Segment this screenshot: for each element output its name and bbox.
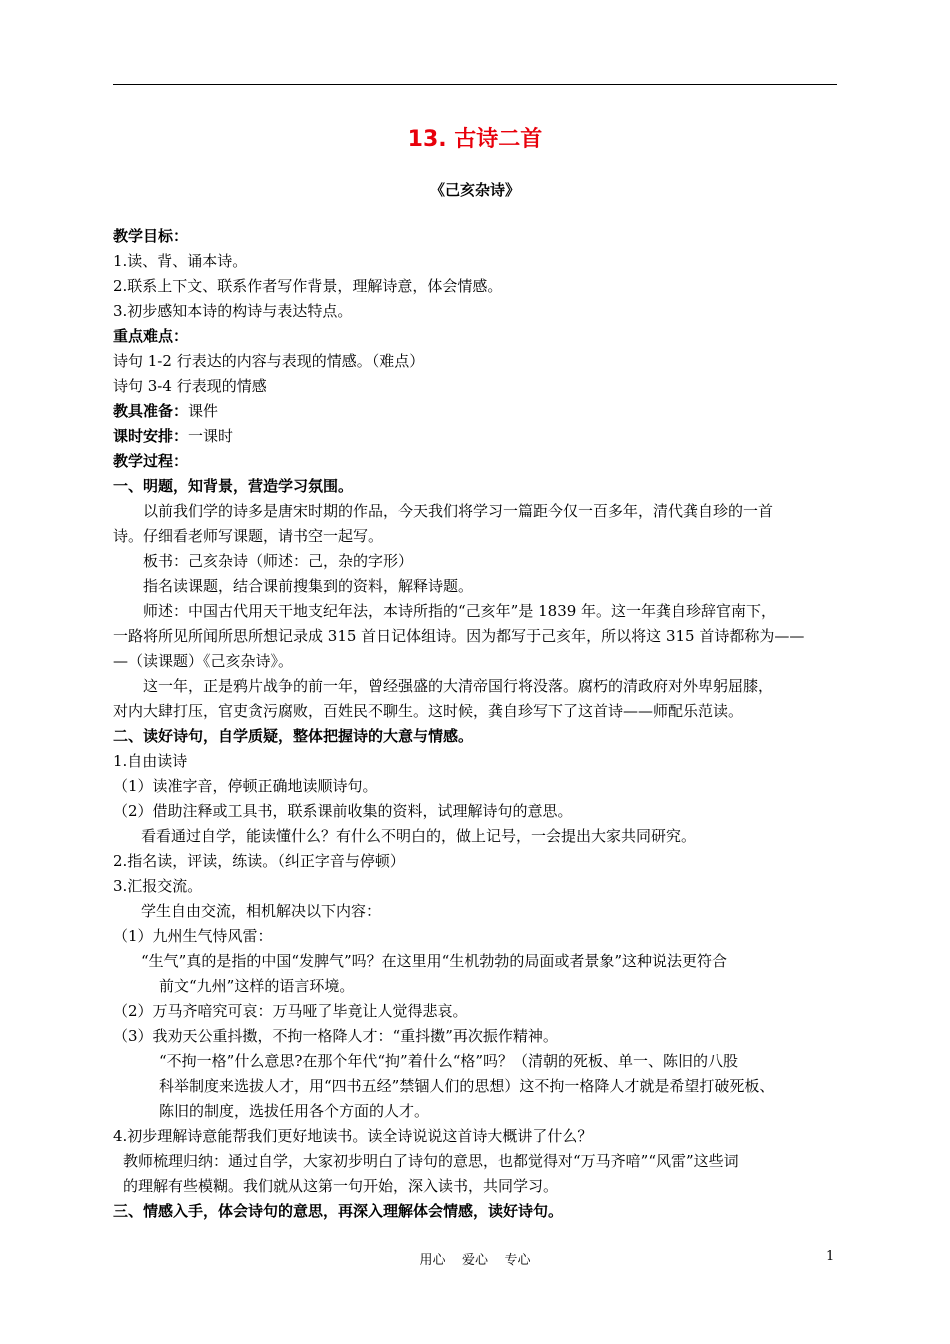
text-line: [113, 1199, 841, 1224]
text-line: [113, 599, 841, 624]
body-text: 学生自由交流，相机解决以下内容：: [141, 902, 382, 920]
text-line: [113, 699, 841, 724]
text-line: [113, 774, 841, 799]
body-text: 2.指名读，评读，练读。（纠正字音与停顿）: [113, 852, 405, 870]
bold-text: 教学过程：: [113, 452, 189, 470]
text-line: [113, 874, 841, 899]
text-line: [113, 374, 841, 399]
bold-text: 三、情感入手，体会诗句的意思，再深入理解体会情感，读好诗句。: [113, 1202, 564, 1220]
text-line: [113, 249, 841, 274]
body-text: 科举制度来选拔人才，用“四书五经”禁锢人们的思想）这不拘一格降人才就是希望打破死板、: [159, 1077, 775, 1095]
text-line: [113, 299, 841, 324]
text-line: [113, 624, 841, 649]
text-line: [113, 324, 841, 349]
body-text: 教师梳理归纳：通过自学，大家初步明白了诗句的意思，也都觉得对“万马齐喑”“风雷”这些词: [123, 1152, 739, 1170]
bold-text: 教具准备：: [113, 402, 189, 420]
header-rule: [113, 84, 837, 85]
bold-text: 一、明题，知背景，营造学习氛围。: [113, 477, 354, 495]
body-text: “不拘一格”什么意思?在那个年代“拘”着什么“格”吗？（清朝的死板、单一、陈旧的八股: [159, 1052, 739, 1070]
body-text: 1.读、背、诵本诗。: [113, 252, 248, 270]
body-text: 指名读课题，结合课前搜集到的资料，解释诗题。: [143, 577, 474, 595]
text-line: [113, 949, 841, 974]
text-line: [113, 749, 841, 774]
body-text: 4.初步理解诗意能帮我们更好地读书。读全诗说说这首诗大概讲了什么？: [113, 1127, 593, 1145]
text-line: [113, 1099, 841, 1124]
bold-text: 二、读好诗句，自学质疑，整体把握诗的大意与情感。: [113, 727, 474, 745]
body-text: 看看通过自学，能读懂什么？有什么不明白的，做上记号，一会提出大家共同研究。: [141, 827, 697, 845]
text-line: [113, 224, 841, 249]
body-text: 陈旧的制度，选拔任用各个方面的人才。: [159, 1102, 430, 1120]
body-text: 一路将所见所闻所思所想记录成 315 首日记体组诗。因为都写于己亥年，所以将这 315 首诗都称为——: [113, 627, 805, 645]
text-line: [113, 799, 841, 824]
body-text: 前文“九州”这样的语言环境。: [159, 977, 355, 995]
text-line: [113, 1049, 841, 1074]
text-line: [113, 1149, 841, 1174]
lesson-title: 13. 古诗二首: [407, 127, 543, 152]
text-line: [113, 474, 841, 499]
text-line: [113, 424, 841, 449]
text-line: [113, 849, 841, 874]
text-line: [113, 724, 841, 749]
body-text: 2.联系上下文、联系作者写作背景，理解诗意，体会情感。: [113, 277, 503, 295]
text-line: [113, 674, 841, 699]
text-line: [113, 1024, 841, 1049]
text-line: [113, 549, 841, 574]
body-text: （1）读准字音，停顿正确地读顺诗句。: [113, 777, 378, 795]
body-text: “生气”真的是指的中国“发脾气”吗？在这里用“生机勃勃的局面或者景象”这种说法更符合: [141, 952, 728, 970]
bold-text: 课时安排：: [113, 427, 189, 445]
page-number: 1: [826, 1249, 835, 1264]
body-text: 对内大肆打压，官吏贪污腐败，百姓民不聊生。这时候，龚自珍写下了这首诗——师配乐范读。: [113, 702, 744, 720]
body-text: —（读课题）《己亥杂诗》。: [113, 652, 294, 670]
body-text: 以前我们学的诗多是唐宋时期的作品，今天我们将学习一篇距今仅一百多年，清代龚自珍的一首: [143, 502, 774, 520]
body-text: （1）九州生气恃风雷：: [113, 927, 273, 945]
body-text: 板书：己亥杂诗（师述：己，杂的字形）: [143, 552, 414, 570]
body-text: 诗句 1-2 行表达的内容与表现的情感。（难点）: [113, 352, 425, 370]
footer-motto: 用心 爱心 专心: [419, 1253, 531, 1268]
body-text: （2）万马齐喑究可哀：万马哑了毕竟让人觉得悲哀。: [113, 1002, 468, 1020]
bold-text: 重点难点：: [113, 327, 189, 345]
text-line: [113, 574, 841, 599]
body-text: （3）我劝天公重抖擞，不拘一格降人才：“重抖擞”再次振作精神。: [113, 1027, 558, 1045]
body-text: 诗句 3-4 行表现的情感: [113, 377, 267, 395]
body-text: 一课时: [188, 427, 234, 445]
text-line: [113, 524, 841, 549]
body-text: （2）借助注释或工具书，联系课前收集的资料，试理解诗句的意思。: [113, 802, 573, 820]
bold-text: 教学目标：: [113, 227, 189, 245]
text-line: [113, 349, 841, 374]
document-body: [113, 224, 841, 1224]
text-line: [113, 649, 841, 674]
text-line: [113, 1174, 841, 1199]
body-text: 诗。仔细看老师写课题，请书空一起写。: [113, 527, 384, 545]
body-text: 1.自由读诗: [113, 752, 188, 770]
text-line: [113, 1124, 841, 1149]
body-text: 3.汇报交流。: [113, 877, 203, 895]
text-line: [113, 1074, 841, 1099]
body-text: 师述：中国古代用天干地支纪年法，本诗所指的“己亥年”是 1839 年。这一年龚自珍辞官南下，: [143, 602, 777, 620]
text-line: [113, 974, 841, 999]
text-line: [113, 449, 841, 474]
text-line: [113, 399, 841, 424]
text-line: [113, 924, 841, 949]
text-line: [113, 824, 841, 849]
text-line: [113, 499, 841, 524]
body-text: 课件: [188, 402, 219, 420]
body-text: 这一年，正是鸦片战争的前一年，曾经强盛的大清帝国行将没落。腐朽的清政府对外卑躬屈膝，: [143, 677, 774, 695]
body-text: 3.初步感知本诗的构诗与表达特点。: [113, 302, 353, 320]
body-text: 的理解有些模糊。我们就从这第一句开始，深入读书，共同学习。: [123, 1177, 559, 1195]
text-line: [113, 899, 841, 924]
text-line: [113, 999, 841, 1024]
text-line: [113, 274, 841, 299]
poem-title: 《己亥杂诗》: [429, 181, 520, 199]
